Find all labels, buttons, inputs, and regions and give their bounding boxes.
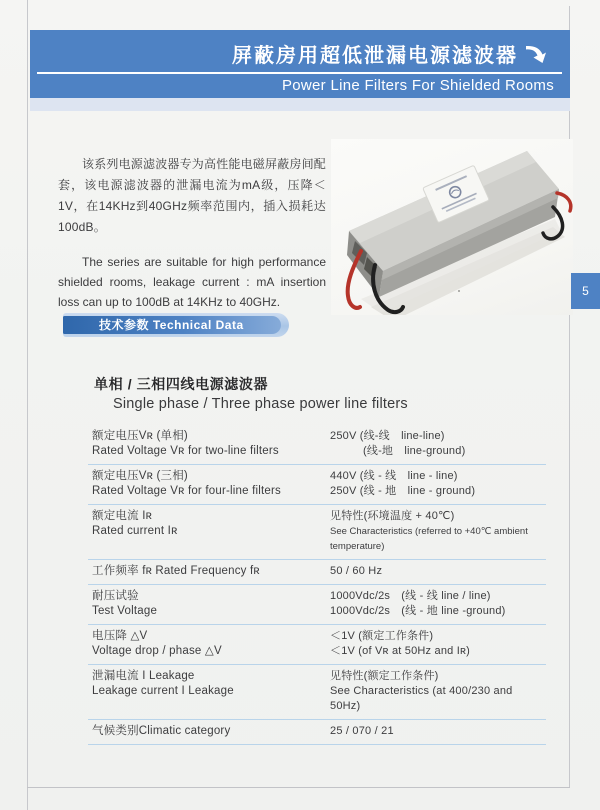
param-label: 工作频率 fʀ Rated Frequency fʀ [92,565,260,577]
param-label-en: Test Voltage [92,605,158,617]
filters-title-zh: 单相 / 三相四线电源滤波器 [94,376,269,392]
param-value: 250V (线 - 地 line - ground) [330,485,476,497]
param-value: ＜1V (of Vʀ at 50Hz and Iʀ) [330,645,471,657]
page-edge-right [569,6,570,787]
param-value: ＜1V (额定工作条件) [330,630,434,642]
page-edge-left [27,0,28,810]
param-value: 见特性(环境温度 + 40℃) [330,510,455,522]
table-row-voltage-drop [88,625,546,665]
header-divider [37,72,562,74]
curved-arrow-icon [524,42,548,66]
param-value: 25 / 070 / 21 [330,725,394,737]
param-value: See Characteristics (referred to +40℃ ambient temperature) [330,526,528,552]
param-value: See Characteristics (at 400/230 and 50Hz) [330,685,513,712]
header-band [30,30,570,98]
intro-en: The series are suitable for high performance shielded rooms, leakage current : mA insertion loss can up to 100dB at 14KHz to 40GHz. [58,255,326,309]
param-label-zh: 额定电压Vʀ (三相) [92,470,188,482]
param-label-en: Rated current Iʀ [92,525,178,537]
page-title-en: Power Line Filters For Shielded Rooms [281,77,554,94]
param-value: 250V (线-线 line-line) [330,430,445,442]
product-photo [331,139,573,315]
intro-zh: 该系列电源滤波器专为高性能电磁屏蔽房间配套，该电源滤波器的泄漏电流为mA级，压降＜1V，在14KHz到40GHz频率范围内，插入损耗达100dB。 [58,157,327,234]
param-label-zh: 耐压试验 [92,590,139,602]
param-value: 50 / 60 Hz [330,565,383,577]
param-label: 气候类别Climatic category [92,725,231,737]
table-row-leakage-current [88,665,546,720]
param-value: 1000Vdc/2s (线 - 地 line -ground) [330,605,506,617]
technical-data-banner [63,313,289,337]
param-value: 440V (线 - 线 line - line) [330,470,458,482]
table-row-rated-current [88,505,546,560]
param-label-en: Rated Voltage Vʀ for four-line filters [92,485,281,497]
table-row-rated-voltage-three-phase [88,465,546,505]
technical-data-banner-label: 技术参数 Technical Data [63,316,281,334]
table-row-rated-voltage-single-phase [88,425,546,465]
param-label-zh: 额定电流 Iʀ [92,510,153,522]
param-label-en: Leakage current I Leakage [92,685,234,697]
param-value: (线-地 line-ground) [363,445,466,457]
param-value: 1000Vdc/2s (线 - 线 line / line) [330,590,491,602]
table-row-test-voltage [88,585,546,625]
page-edge-bottom [27,787,570,788]
table-row-climatic-category [88,720,546,745]
param-label-en: Rated Voltage Vʀ for two-line filters [92,445,279,457]
param-label-zh: 电压降 △V [92,630,148,642]
param-label-en: Voltage drop / phase △V [92,645,222,657]
header-light-strip [30,98,570,111]
param-label-zh: 额定电压Vʀ (单相) [92,430,188,442]
filters-title-en: Single phase / Three phase power line filters [113,396,408,412]
page-number-tab: 5 [571,273,600,309]
param-label-zh: 泄漏电流 I Leakage [92,670,195,682]
page-title-zh: 屏蔽房用超低泄漏电源滤波器 [232,45,518,67]
param-value: 见特性(额定工作条件) [330,670,439,682]
intro-paragraphs [58,154,326,326]
table-row-rated-frequency [88,560,546,585]
spec-table [88,425,546,745]
